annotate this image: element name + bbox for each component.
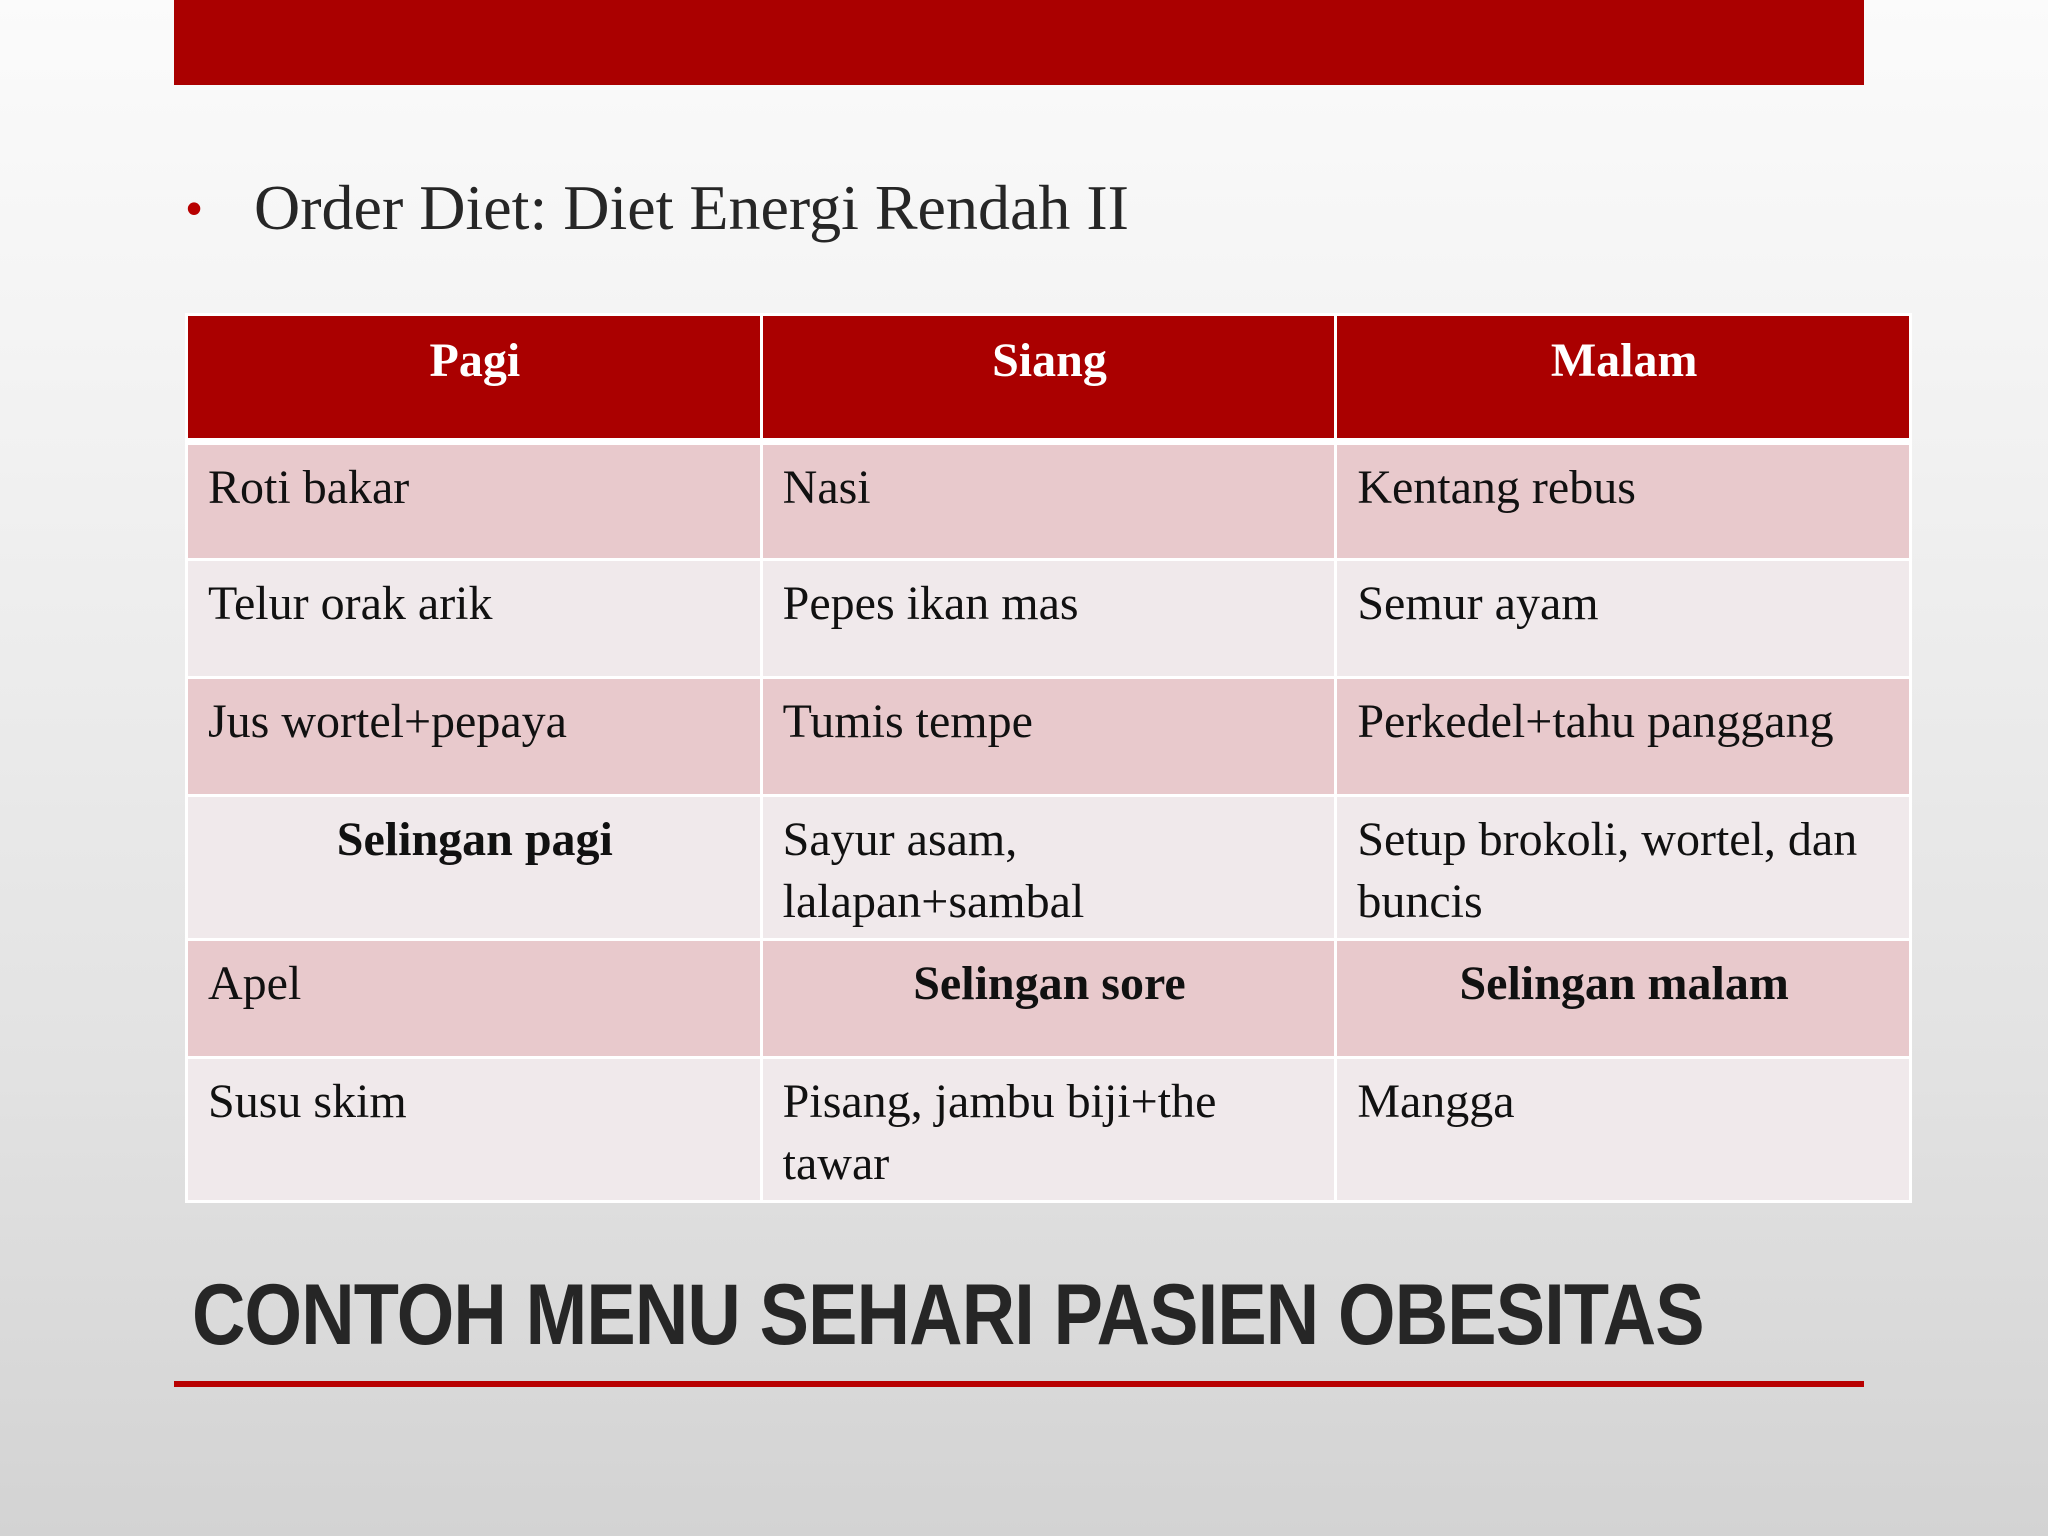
header-malam: Malam (1336, 315, 1911, 442)
table-cell: Apel (187, 940, 762, 1058)
title-underline (174, 1381, 1864, 1387)
top-accent-bar (174, 0, 1864, 85)
header-siang: Siang (761, 315, 1336, 442)
table-cell: Telur orak arik (187, 560, 762, 678)
menu-table (185, 313, 1912, 1203)
table-cell: Jus wortel+pepaya (187, 678, 762, 796)
table-row (187, 1058, 1911, 1202)
table-cell: Semur ayam (1336, 560, 1911, 678)
table-cell: Roti bakar (187, 442, 762, 560)
table-cell: Pepes ikan mas (761, 560, 1336, 678)
table-cell: Susu skim (187, 1058, 762, 1202)
table-header-row (187, 315, 1911, 442)
order-diet-text: Order Diet: Diet Energi Rendah II (254, 172, 1129, 243)
table-row (187, 796, 1911, 940)
table-cell: Kentang rebus (1336, 442, 1911, 560)
table-cell: Setup brokoli, wortel, dan buncis (1336, 796, 1911, 940)
table-cell: Tumis tempe (761, 678, 1336, 796)
subheading-cell: Selingan pagi (187, 796, 762, 940)
table-row (187, 678, 1911, 796)
subheading-cell: Selingan sore (761, 940, 1336, 1058)
table-cell: Pisang, jambu biji+the tawar (761, 1058, 1336, 1202)
table-row (187, 560, 1911, 678)
table-cell: Mangga (1336, 1058, 1911, 1202)
table-cell: Perkedel+tahu panggang (1336, 678, 1911, 796)
table-cell: Nasi (761, 442, 1336, 560)
subheading-cell: Selingan malam (1336, 940, 1911, 1058)
table-row (187, 940, 1911, 1058)
table-row (187, 442, 1911, 560)
slide-title: CONTOH MENU SEHARI PASIEN OBESITAS (192, 1267, 1704, 1363)
bullet-icon: • (186, 182, 203, 234)
bullet-point (186, 168, 1129, 248)
header-pagi: Pagi (187, 315, 762, 442)
table-cell: Sayur asam, lalapan+sambal (761, 796, 1336, 940)
